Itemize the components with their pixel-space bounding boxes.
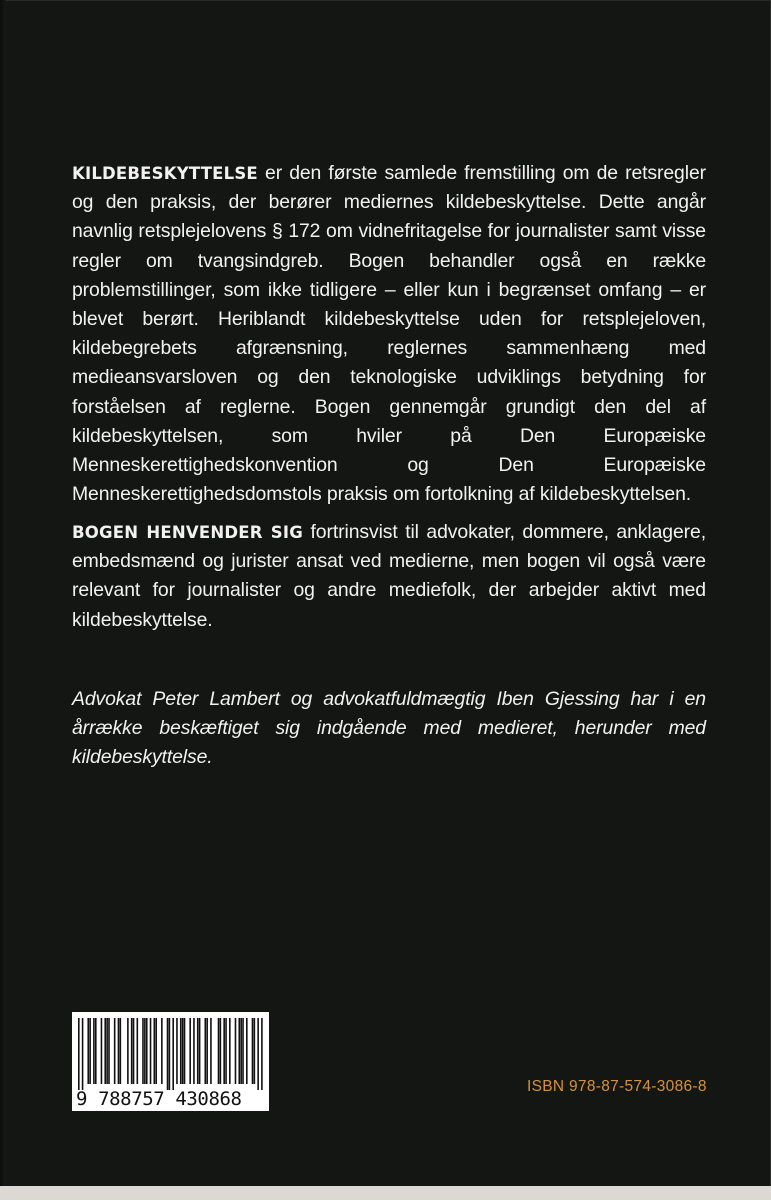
barcode-bar [87,1018,89,1084]
barcode-bar [118,1018,120,1084]
isbn-label: ISBN 978-87-574-3086-8 [527,1078,707,1095]
barcode-bar [142,1018,144,1084]
barcode-bar [127,1018,129,1084]
barcode-bar [169,1018,171,1090]
barcode-bar [82,1018,84,1090]
barcode-digits: 9 788757 430868 [76,1088,242,1110]
barcode-bar [254,1018,256,1084]
barcode-bar [120,1018,122,1084]
barcode-bar [220,1018,222,1084]
barcode-bar [176,1018,178,1084]
barcode-bar [204,1018,206,1084]
barcode-bar [184,1018,186,1084]
barcode-bar [144,1018,146,1084]
barcode-bar [225,1018,227,1084]
barcode-bar [193,1018,195,1084]
barcode-bar [189,1018,191,1084]
barcode-bar [206,1018,208,1084]
cover-spine-edge [0,0,6,1200]
barcode-bar [114,1018,116,1084]
barcode-bar [240,1018,242,1084]
barcode-bar [229,1018,231,1084]
author-paragraph [72,685,706,773]
barcode-bar [104,1018,106,1084]
barcode-bar [197,1018,199,1084]
barcode-bar [106,1018,108,1084]
paragraph-lead-title: KILDEBESKYTTELSE [72,164,258,183]
barcode-bars [78,1018,263,1090]
audience-paragraph [72,518,706,635]
barcode-bar [78,1018,80,1090]
barcode-bar [257,1018,259,1090]
barcode-bar [182,1018,184,1084]
barcode-bar [223,1018,225,1084]
barcode-bar [161,1018,163,1084]
barcode-bar [210,1018,212,1084]
paragraph-body: Advokat Peter Lambert og advokatfuldmægtig Iben Gjessing har i en årrække beskæftiget sig indgående med medieret, herunder med kildebeskyttelse. [72,688,706,769]
barcode [72,1012,269,1111]
barcode-bar [238,1018,240,1084]
barcode-bar [89,1018,91,1084]
barcode-bar [199,1018,201,1084]
cover-bottom-edge [0,1186,771,1200]
barcode-bar [101,1018,103,1084]
paragraph-body: fortrinsvist til advokater, dommere, anklagere, embedsmænd og jurister ansat ved medierne, men bogen vil også være relevant for journalister og andre mediefolk, der arbejder aktivt med kildebeskyttelse. [72,521,706,631]
barcode-bar [133,1018,135,1084]
barcode-bar [155,1018,157,1084]
barcode-bar [180,1018,182,1084]
barcode-bar [95,1018,97,1084]
description-paragraph [72,159,706,509]
barcode-bar [172,1018,174,1090]
barcode-bar [167,1018,169,1090]
barcode-bar [246,1018,248,1084]
paragraph-lead-title: BOGEN HENVENDER SIG [72,523,303,542]
paragraph-body: er den første samlede fremstilling om de retsregler og den praksis, der berører mediernes kildebeskyttelse. Dette angår navnlig retsplejelovens § 172 om vidnefritagelse for journalister samt visse regler om tvangsindgreb. Bogen behandler også en række problemstillinger, som ikke tidligere – eller kun i begrænset omfang – er blevet berørt. Heriblandt kildebeskyttelse uden for retsplejeloven, kildebegrebets afgrænsning, reglernes sammenhæng med medieansvarsloven og den teknologiske udviklings betydning for forståelsen af reglerne. Bogen gennemgår grundigt den del af kildebeskyttelsen, som hviler på Den Europæiske Menneskerettighedskonvention og Den Europæiske Menneskerettighedsdomstols praksis om fortolkning af kildebeskyttelsen. [72,162,706,506]
barcode-bar [150,1018,152,1084]
barcode-bar [108,1018,110,1084]
barcode-bar [154,1018,156,1084]
barcode-bar [242,1018,244,1084]
barcode-bar [131,1018,133,1084]
barcode-bar [218,1018,220,1084]
barcode-bar [93,1018,95,1084]
barcode-bar [137,1018,139,1084]
barcode-bar [235,1018,237,1084]
barcode-bar [146,1018,148,1084]
barcode-bar [261,1018,263,1090]
barcode-bar [252,1018,254,1084]
